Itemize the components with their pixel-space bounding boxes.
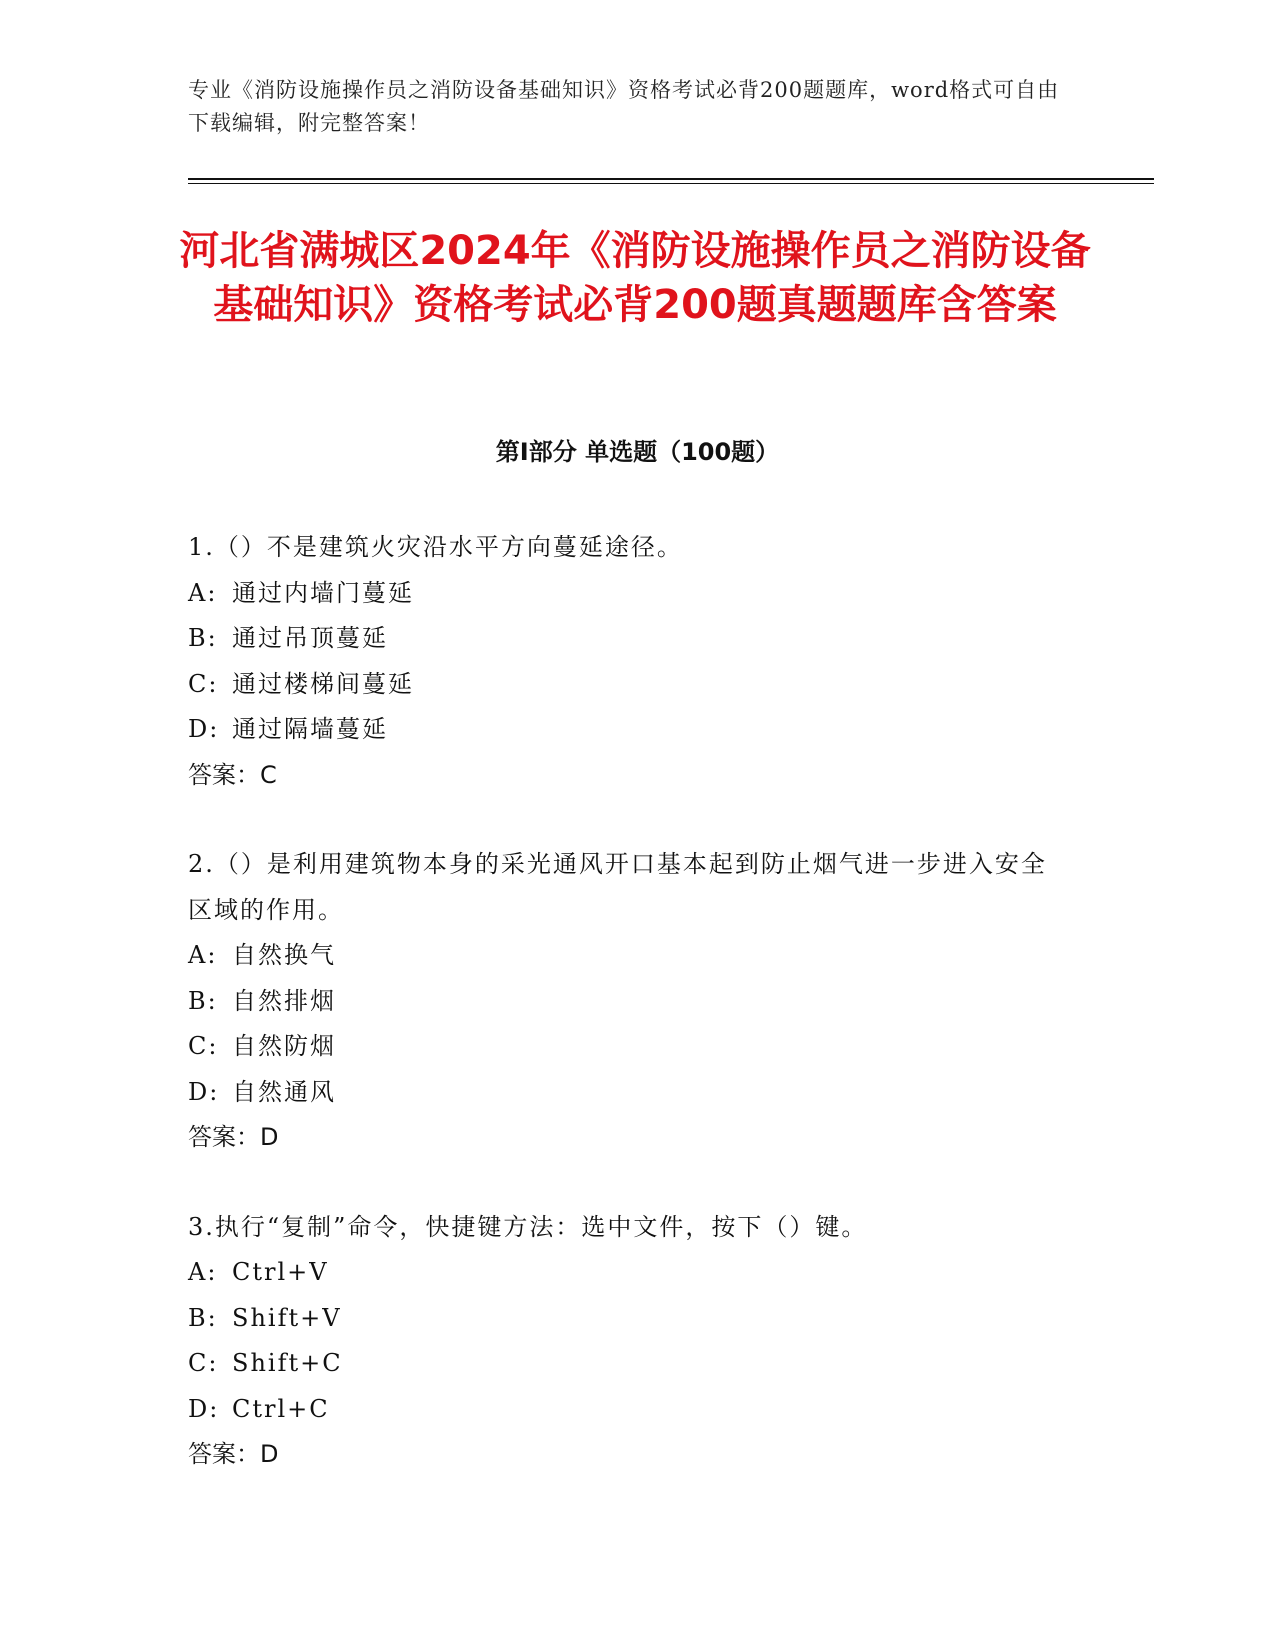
- option-label: A:: [188, 941, 218, 969]
- option-text: Ctrl+V: [232, 1258, 329, 1286]
- option-text: 自然排烟: [232, 986, 336, 1015]
- section-title: 第I部分 单选题（100题）: [495, 438, 780, 466]
- option-label: C:: [188, 1349, 219, 1377]
- question-item: [188, 525, 1068, 798]
- option-label: A:: [188, 578, 218, 607]
- option-text: 自然换气: [232, 941, 336, 969]
- option-text: Shift+C: [232, 1349, 343, 1377]
- option-c: [188, 1024, 1068, 1070]
- option-d: [188, 1387, 1068, 1433]
- option-d: [188, 707, 1068, 753]
- option-a: [188, 1250, 1068, 1296]
- option-c: [188, 1341, 1068, 1387]
- answer-line: 答案：D: [188, 1123, 279, 1151]
- option-label: C:: [188, 1032, 219, 1060]
- option-b: [188, 979, 1068, 1025]
- answer-line: 答案：D: [188, 1440, 279, 1468]
- option-label: B:: [188, 986, 218, 1015]
- question-stem: 2.（）是利用建筑物本身的采光通风开口基本起到防止烟气进一步进入安全区域的作用。: [188, 850, 1047, 924]
- option-label: B:: [188, 624, 218, 652]
- option-text: Shift+V: [232, 1303, 342, 1332]
- option-b: [188, 1296, 1068, 1342]
- document-title: 河北省满城区2024年《消防设施操作员之消防设备基础知识》资格考试必背200题真题题库含答案: [179, 228, 1091, 328]
- header-rule-thin: [188, 183, 1154, 184]
- option-text: 通过内墙门蔓延: [232, 578, 414, 607]
- option-text: 自然防烟: [232, 1032, 336, 1060]
- option-text: 通过吊顶蔓延: [232, 624, 388, 652]
- header-note: 专业《消防设施操作员之消防设备基础知识》资格考试必背200题题库，word格式可自由下载编辑，附完整答案！: [188, 78, 1060, 135]
- option-d: [188, 1070, 1068, 1116]
- question-stem: 3.执行“复制”命令，快捷键方法：选中文件，按下（）键。: [188, 1212, 868, 1241]
- option-text: 通过楼梯间蔓延: [232, 669, 414, 698]
- option-a: [188, 933, 1068, 979]
- option-text: 自然通风: [232, 1077, 336, 1106]
- option-text: 通过隔墙蔓延: [232, 715, 388, 743]
- question-item: [188, 842, 1068, 1161]
- question-item: [188, 1205, 1068, 1478]
- option-label: D:: [188, 715, 220, 743]
- header-rule-thick: [188, 178, 1154, 180]
- option-text: Ctrl+C: [232, 1394, 330, 1423]
- question-stem: 1.（）不是建筑火灾沿水平方向蔓延途径。: [188, 533, 683, 561]
- option-a: [188, 571, 1068, 617]
- question-list: [188, 525, 1068, 1522]
- option-b: [188, 616, 1068, 662]
- option-label: C:: [188, 669, 219, 698]
- option-label: D:: [188, 1077, 220, 1106]
- option-c: [188, 662, 1068, 708]
- answer-line: 答案：C: [188, 760, 277, 789]
- option-label: D:: [188, 1394, 220, 1423]
- option-label: B:: [188, 1303, 218, 1332]
- option-label: A:: [188, 1258, 218, 1286]
